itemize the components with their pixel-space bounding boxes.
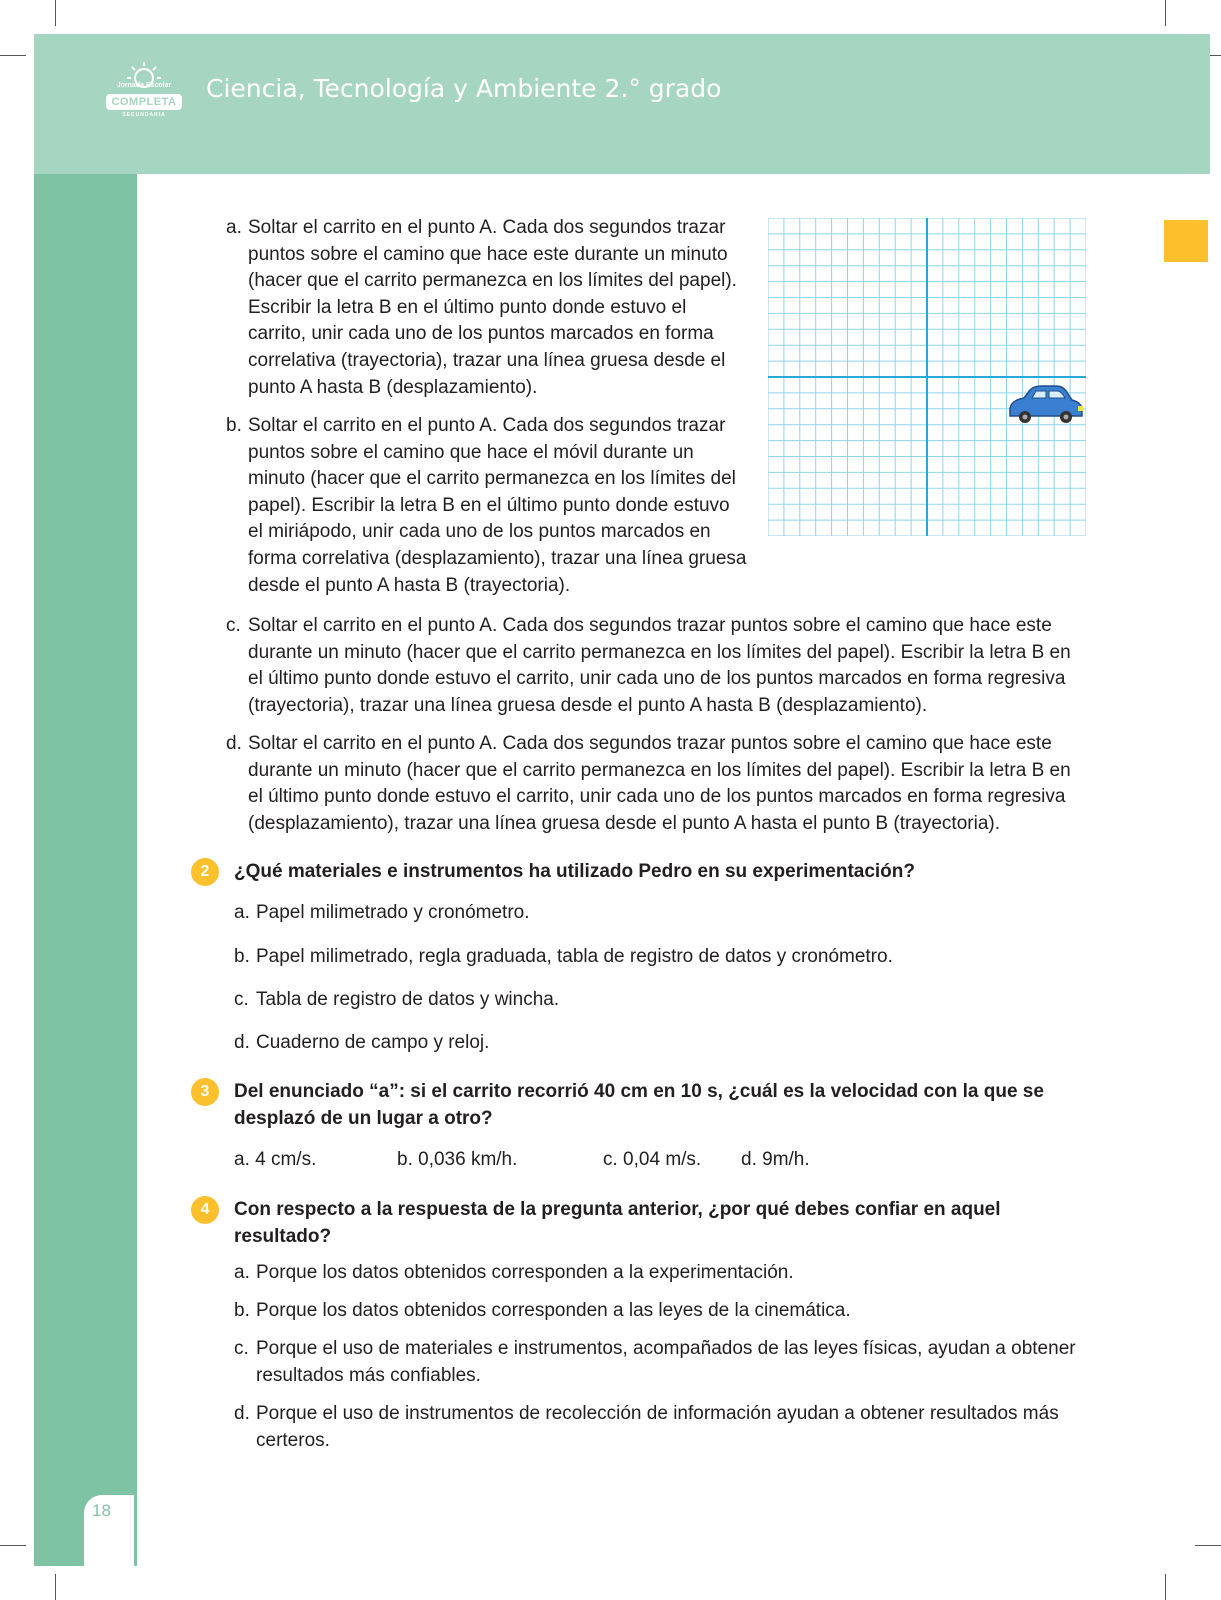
option-marker: b. — [226, 415, 242, 436]
list-item — [234, 943, 1090, 970]
question-number-badge: 4 — [191, 1196, 219, 1224]
logo-top-text: Jornada Escolar — [116, 82, 172, 89]
list-item — [234, 986, 1090, 1013]
list-item — [234, 899, 1090, 926]
option-text: Porque el uso de instrumentos de recolección de información ayudan a obtener resultados más certeros. — [256, 1403, 1059, 1451]
option-marker: d. — [234, 1403, 250, 1424]
crop-mark — [55, 0, 56, 26]
option-text: Porque el uso de materiales e instrumentos, acompañados de las leyes físicas, ayudan a obtener resultados más confiables. — [256, 1338, 1076, 1386]
page-title: Ciencia, Tecnología y Ambiente 2.° grado — [206, 74, 722, 103]
answer-option: d. 9m/h. — [741, 1149, 810, 1170]
crop-mark — [1165, 0, 1166, 26]
list-item — [226, 413, 748, 599]
option-text: Cuaderno de campo y reloj. — [256, 1032, 490, 1053]
option-text: Porque los datos obtenidos corresponden a las leyes de la cinemática. — [256, 1300, 851, 1321]
graph-paper-figure — [768, 218, 1086, 536]
option-marker: d. — [234, 1032, 250, 1053]
answer-option: b. 0,036 km/h. — [397, 1149, 518, 1170]
option-text: Tabla de registro de datos y wincha. — [256, 989, 560, 1010]
option-marker: d. — [226, 733, 242, 754]
option-marker: b. — [234, 946, 250, 967]
answer-option: c. 0,04 m/s. — [603, 1149, 702, 1170]
crop-mark — [0, 1545, 26, 1546]
question-number-badge: 3 — [191, 1078, 219, 1106]
option-marker: c. — [226, 615, 241, 636]
question-number-badge: 2 — [191, 858, 219, 886]
option-text: Papel milimetrado, regla graduada, tabla de registro de datos y cronómetro. — [256, 946, 893, 967]
list-item — [234, 1335, 1090, 1389]
answer-option: a. 4 cm/s. — [234, 1149, 317, 1170]
crop-mark — [55, 1574, 56, 1600]
crop-mark — [1165, 1574, 1166, 1600]
logo-main-text: COMPLETA — [106, 94, 182, 110]
list-item — [234, 1400, 1090, 1454]
question-text: ¿Qué materiales e instrumentos ha utilizado Pedro en su experimentación? — [234, 861, 916, 882]
page-header — [34, 34, 1210, 174]
option-text: Soltar el carrito en el punto A. Cada dos segundos trazar puntos sobre el camino que hace este durante un minuto (hacer que el carrito permanezca en los límites del papel). Escribir la letra B en el último punto donde estuvo el carrito, unir cada uno de los puntos marcados en forma regresiva (desplazamiento), trazar una línea gruesa desde el punto A hasta el punto B (trayectoria). — [248, 733, 1071, 834]
option-text: Porque los datos obtenidos corresponden a la experimentación. — [256, 1262, 794, 1283]
list-item — [234, 1259, 1090, 1286]
car-icon — [1010, 386, 1083, 423]
option-marker: c. — [234, 1338, 249, 1359]
logo-bottom-text: SECUNDARIA — [122, 112, 166, 118]
option-marker: c. — [234, 989, 249, 1010]
list-item — [226, 613, 1090, 719]
program-logo — [106, 60, 186, 130]
option-marker: a. — [234, 902, 250, 923]
option-marker: a. — [234, 1262, 250, 1283]
option-marker: a. — [226, 217, 242, 238]
crop-mark — [1195, 1545, 1221, 1546]
option-text: Soltar el carrito en el punto A. Cada dos segundos trazar puntos sobre el camino que hace este durante un minuto (hacer que el carrito permanezca en los límites del papel). Escribir la letra B en el último punto donde estuvo el carrito, unir cada uno de los puntos marcados en forma regresiva (trayectoria), trazar una línea gruesa desde el punto A hasta B (desplazamiento). — [248, 615, 1071, 716]
question-text: Del enunciado “a”: si el carrito recorrió 40 cm en 10 s, ¿cuál es la velocidad con la que se desplazó de un lugar a otro? — [234, 1081, 1044, 1129]
list-item — [234, 1029, 1090, 1056]
crop-mark — [0, 55, 26, 56]
list-item — [234, 1297, 1090, 1324]
left-margin-band — [34, 174, 137, 1566]
section-tab — [1164, 220, 1208, 262]
question-text: Con respecto a la respuesta de la pregunta anterior, ¿por qué debes confiar en aquel resultado? — [234, 1199, 1001, 1247]
list-item — [226, 215, 748, 401]
option-marker: b. — [234, 1300, 250, 1321]
option-text: Papel milimetrado y cronómetro. — [256, 902, 530, 923]
option-text: Soltar el carrito en el punto A. Cada dos segundos trazar puntos sobre el camino que hace este durante un minuto (hacer que el carrito permanezca en los límites del papel). Escribir la letra B en el último punto donde estuvo el carrito, unir cada uno de los puntos marcados en forma correlativa (trayectoria), trazar una línea gruesa desde el punto A hasta B (desplazamiento). — [248, 217, 737, 398]
list-item — [226, 731, 1090, 837]
option-text: Soltar el carrito en el punto A. Cada dos segundos trazar puntos sobre el camino que hace el móvil durante un minuto (hacer que el carrito permanezca en los límites del papel). Escribir la letra B en el último punto donde estuvo el miriápodo, unir cada uno de los puntos marcados en forma correlativa (desplazamiento), trazar una línea gruesa desde el punto A hasta B (trayectoria). — [248, 415, 747, 596]
page-number: 18 — [84, 1495, 134, 1566]
